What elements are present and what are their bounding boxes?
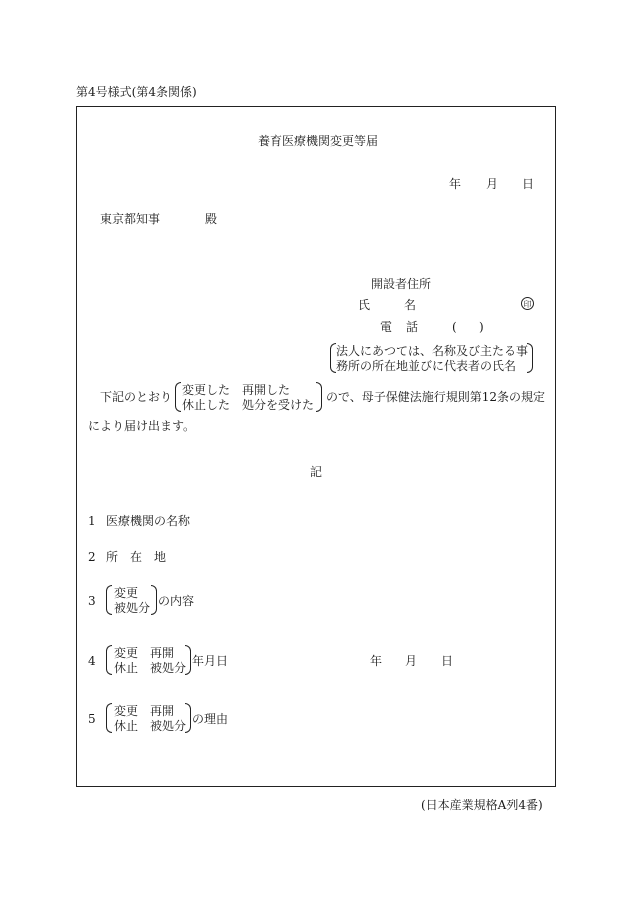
item-3-suffix: の内容 [158, 594, 195, 608]
body-choice-bracket-left [175, 382, 181, 412]
item-4-year: 年 [370, 654, 383, 668]
item-5-number: 5 [88, 712, 96, 726]
corp-note-line-2: 務所の所在地並びに代表者の氏名 [336, 359, 517, 373]
form-title: 養育医療機関変更等届 [258, 134, 379, 148]
item-4-month: 月 [405, 654, 418, 668]
date-day: 日 [522, 177, 535, 191]
item-3-choice-bottom: 被処分 [114, 601, 151, 615]
item-4-choice-top: 変更 再開 [114, 646, 175, 660]
body-choice-bracket-right [316, 382, 322, 412]
item-4-suffix: 年月日 [192, 654, 229, 668]
item-5-bracket-right [185, 703, 191, 733]
applicant-name-label-1: 氏 [358, 298, 371, 312]
date-month: 月 [486, 177, 499, 191]
footer-note: (日本産業規格A列4番) [421, 798, 543, 812]
corp-note-bracket-right [527, 343, 533, 373]
phone-paren-close: ) [479, 320, 484, 334]
form-number: 第4号様式(第4条関係) [76, 85, 197, 99]
item-3-choice-top: 変更 [114, 586, 139, 600]
item-4-bracket-right [185, 645, 191, 675]
addressee-honorific: 殿 [205, 212, 218, 226]
form-frame [76, 106, 556, 787]
applicant-name-label-2: 名 [404, 298, 417, 312]
body-suffix: ので、母子保健法施行規則第12条の規定 [326, 390, 546, 404]
item-5-choice-top: 変更 再開 [114, 704, 175, 718]
item-1-number: 1 [88, 514, 96, 528]
ki-heading: 記 [310, 465, 323, 479]
item-3-number: 3 [88, 594, 96, 608]
body-choice-bottom: 休止した 処分を受けた [182, 398, 315, 412]
corp-note-line-1: 法人にあつては、名称及び主たる事 [336, 344, 529, 358]
item-1-label: 医療機関の名称 [106, 514, 191, 528]
item-3-bracket-left [106, 585, 112, 615]
item-2-label: 所 在 地 [106, 550, 167, 564]
item-2-number: 2 [88, 550, 96, 564]
item-4-bracket-left [106, 645, 112, 675]
item-3-bracket-right [151, 585, 157, 615]
item-5-suffix: の理由 [192, 712, 229, 726]
item-4-day: 日 [441, 654, 454, 668]
phone-label-1: 電 [380, 320, 393, 334]
seal-mark: 印 [521, 297, 534, 310]
body-prefix: 下記のとおり [100, 390, 173, 404]
item-4-choice-bottom: 休止 被処分 [114, 661, 187, 675]
applicant-address-label: 開設者住所 [371, 277, 432, 291]
date-year: 年 [449, 177, 462, 191]
item-5-choice-bottom: 休止 被処分 [114, 719, 187, 733]
phone-paren-open: ( [452, 320, 457, 334]
body-choice-top: 変更した 再開した [182, 383, 291, 397]
addressee-name: 東京都知事 [100, 212, 161, 226]
item-4-number: 4 [88, 654, 96, 668]
body-line-2: により届け出ます。 [88, 419, 196, 433]
item-5-bracket-left [106, 703, 112, 733]
phone-label-2: 話 [406, 320, 419, 334]
